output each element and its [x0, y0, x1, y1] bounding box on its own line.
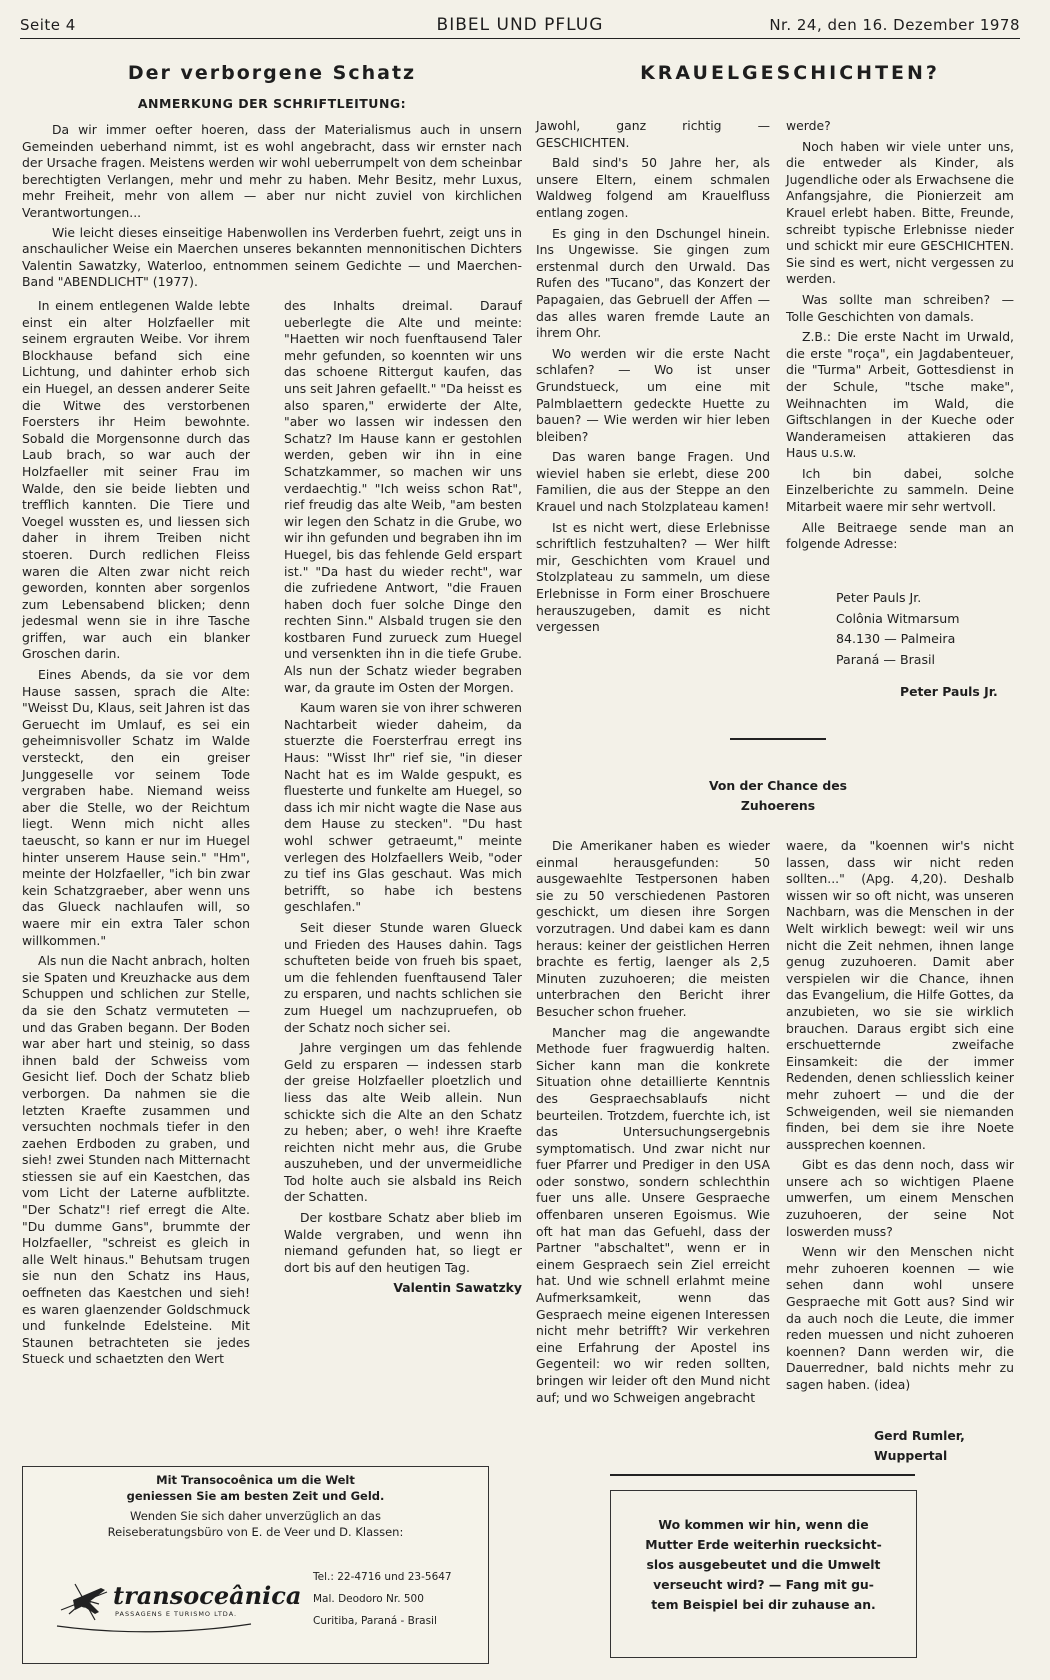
article2-paragraph: Ich bin dabei, solche Einzelberichte zu sammeln. Deine Mitarbeit waere mir sehr wertvoll. — [786, 465, 1014, 515]
article1-author: Valentin Sawatzky — [393, 1280, 522, 1296]
article1-title: Der verborgene Schatz — [127, 62, 417, 84]
article2-paragraph: Es ging in den Dschungel hinein. Ins Ungewisse. Sie gingen zum erstenmal durch den Urwald. Das Rufen des "Tucano", das Konzert der Papagaien, das Gebruell der Affen — das alles waren fremde Laute an ihrem Ohr. — [536, 225, 770, 341]
address-line: Peter Pauls Jr. — [836, 590, 922, 605]
article2-column-1 — [536, 118, 770, 640]
appeal-line: slos ausgebeutet und die Umwelt — [646, 1557, 881, 1572]
article2-paragraph: Ist es nicht wert, diese Erlebnisse schriftlich festzuhalten? — Wer hilft mir, Geschichten vom Krauel und Stolzplateau zu sammeln, um diese Erlebnisse in Form einer Broschuere herauszugeben, damit es nicht vergessen — [536, 519, 770, 635]
ad-city: Curitiba, Paraná - Brasil — [313, 1615, 437, 1627]
appeal-text — [611, 1515, 916, 1615]
ad-street: Mal. Deodoro Nr. 500 — [313, 1593, 424, 1605]
story-paragraph: Seit dieser Stunde waren Glueck und Frieden des Hauses dahin. Tags schufteten beide von frueh bis spaet, um die fehlenden fuenftausend Taler zu ersparen, und nachts schlichen sie zum Huegel um nachzupruefen, ob der Schatz noch sicher sei. — [284, 919, 522, 1035]
article1-column-2 — [284, 298, 522, 1297]
intro-paragraph: Wie leicht dieses einseitige Habenwollen ins Verderben fuehrt, zeigt uns in anschaulicher Weise ein Maerchen unseres bekannten mennonitischen Dichters Valentin Sawatzky, Waterloo, entnommen seinem Gedichte — und Maerchen-Band "ABENDLICHT" (1977). — [22, 224, 522, 290]
article2-paragraph: werde? — [786, 118, 831, 133]
ad-logo-text: transoceânica — [113, 1581, 302, 1610]
article2-paragraph: Das waren bange Fragen. Und wieviel haben sie erlebt, diese 200 Familien, die aus der Steppe an den Krauel und nach Stolzplateau kamen! — [536, 449, 770, 515]
article3-author-city: Wuppertal — [874, 1448, 948, 1463]
story-paragraph: Kaum waren sie von ihrer schweren Nachtarbeit wieder daheim, da stuerzte die Foersterfrau erregt ins Haus: "Wisst Ihr" rief sie, "in dieser Nacht hat es im Walde gespukt, es fluesterte und funkelte am Huegel, so dass ich mir nicht wagte die Nase aus dem Hause zu stecken". "Du hast wohl schwer getraeumt," meinte verlegen des Holzfaellers Weib, "oder zu tief ins Glas geschaut. Was mich betrifft, so habe ich bestens geschlafen." — [284, 700, 522, 915]
story-paragraph: In einem entlegenen Walde lebte einst ein alter Holzfaeller mit seinem ergrauten Weibe. Vor ihrem Blockhause befand sich eine Lichtung, und dahinter erhob sich ein Huegel, an dessen anderer Seite die Witwe des verstorbenen Foersters ihr Heim bewohnte. Sobald die Morgensonne durch das Laub brach, so war auch der Holzfaeller mit seiner Frau im Walde, den sie beide liebten und trefflich kannten. Die Tiere und Voegel wussten es, und liessen sich daher in ihrem Treiben nicht stoeren. Durch redlichen Fleiss waren die Alten zwar nicht reich geworden, konnten aber sorgenlos zum Lebensabend blicken; denn jedesmal wenn sie in ihre Tasche griffen, war auch ein blanker Groschen darin. — [22, 298, 250, 662]
article3-column-2 — [786, 838, 1014, 1398]
address-line: Colônia Witmarsum — [836, 610, 960, 626]
article2-paragraph: Alle Beitraege sende man an folgende Adresse: — [786, 519, 1014, 552]
article1-column-1 — [22, 298, 250, 1372]
article3-title-line: Von der Chance des — [708, 778, 848, 793]
story-paragraph: des Inhalts dreimal. Darauf ueberlegte die Alte und meinte: "Haetten wir noch fuenftausend Taler mehr gefunden, so koennten wir uns das schoene Rittergut kaufen, das uns seit Jahren gefaellt." "Da heisst es also sparen," erwiderte der Alte, "aber wo lassen wir indessen den Schatz? Im Hause kann er gestohlen werden, geben wir ihn in eine Schatzkammer, so machen wir uns verdaechtig." "Ich weiss schon Rat", rief freudig das alte Weib, "am besten wir legen den Schatz in die Grube, wo wir ihn gefunden und begraben ihn im Huegel, bis das fehlende Geld erspart ist." "Da hast du wieder recht", war die zufriedene Antwort, "die Frauen haben doch fuer solche Dinge den rechten Sinn." Alsbald trugen sie den kostbaren Fund zurueck zum Huegel und versenkten ihn in die tiefe Grube. Als nun der Schatz wieder begraben war, da graute im Osten der Morgen. — [284, 298, 522, 695]
travel-advertisement — [22, 1466, 489, 1664]
contact-address — [836, 588, 960, 670]
article3-paragraph: Wenn wir den Menschen nicht mehr zuhoeren koennen — wie sehen dann wohl unsere Gespraeche mit Gott aus? Sind wir da auch noch die Leute, die immer reden muessen und nicht zuhoeren koennen? Dann werden wir, die Dauerredner, bald nichts mehr zu sagen haben. (idea) — [786, 1244, 1014, 1392]
ad-phone: Tel.: 22-4716 und 23-5647 — [313, 1571, 452, 1583]
article2-paragraph: Wo werden wir die erste Nacht schlafen? — Wo ist unser Grundstueck, um eine mit Palmblaettern gedeckte Huette zu bauen? — Wie werden wir hier leben bleiben? — [536, 345, 770, 444]
article3-paragraph: Gibt es das denn noch, dass wir unsere ach so wichtigen Plaene umwerfen, um einem Menschen zuzuhoeren, der seine Not loswerden muss? — [786, 1157, 1014, 1239]
article2-paragraph: Z.B.: Die erste Nacht im Urwald, die erste "roça", ein Jagdabenteuer, die "Turma" Arbeit, Gottesdienst in der Schule, "tsche make", Weihnachten im Wald, die Giftschlangen in der Kueche oder Wanderameisen attakieren das Haus u.s.w. — [786, 329, 1014, 461]
article2-paragraph: Was sollte man schreiben? — Tolle Geschichten von damals. — [786, 291, 1014, 324]
story-paragraph: Der kostbare Schatz aber blieb im Walde vergraben, und wenn ihn niemand gefunden hat, so liegt er dort bis auf den heutigen Tag. — [284, 1210, 522, 1275]
page-header — [20, 14, 1020, 39]
article1-subtitle: ANMERKUNG DER SCHRIFTLEITUNG: — [137, 96, 407, 111]
ad-line: geniessen Sie am besten Zeit und Geld. — [126, 1489, 385, 1503]
article3-title — [640, 776, 916, 816]
appeal-line: Wo kommen wir hin, wenn die — [658, 1517, 869, 1532]
article3-paragraph: waere, da "koennen wir's nicht lassen, dass wir nicht reden sollten..." (Apg. 4,20). Deshalb wissen wir so oft nicht, was unseren Nachbarn, was die Menschen in der Welt wirklich bewegt: weil wir uns nicht die Zeit nehmen, ihnen lange genug zuzuhoeren. Damit aber verspielen wir die Chance, ihnen das Evangelium, die Hilfe Gottes, da anzubieten, wo sie sie wirklich brauchen. Daraus ergibt sich eine erschuetternde zweifache Einsamkeit: die der immer Redenden, denen schliesslich keiner mehr zuhoert — und die der Schweigenden, weil sie niemanden finden, bei dem sie ihre Noete aussprechen koennen. — [786, 838, 1014, 1152]
article3-author-name: Gerd Rumler, — [874, 1428, 965, 1443]
article2-paragraph: Bald sind's 50 Jahre her, als unsere Eltern, einem schmalen Waldweg folgend am Krauelfluss entlang zogen. — [536, 155, 770, 220]
article2-paragraph: Jawohl, ganz richtig — GESCHICHTEN. — [536, 118, 770, 150]
article3-paragraph: Mancher mag die angewandte Methode fuer fragwuerdig halten. Sicher kann man die konkrete Situation ohne detaillierte Kenntnis des Gespraechsablaufs nicht beurteilen. Trotzdem, fuerchte ich, ist das Untersuchungsergebnis symptomatisch. Und zwar nicht nur fuer Pfarrer und Prediger in den USA oder sonstwo, sondern schlechthin fuer uns alle. Unsere Gespraeche offenbaren unseren Egoismus. Wie oft hat man das Gefuehl, dass der Partner "abschaltet", wenn er in einem Gespraech sein Ziel erreicht hat. Und wie schnell erlahmt meine Aufmerksamkeit, wenn das Gespraech meine eigenen Interessen nicht mehr betrifft? Wir verkehren eine Erfahrung der Apostel ins Gegenteil: wo wir reden sollten, bringen wir leider oft den Mund nicht auf; und wo Schweigen angebracht — [536, 1024, 770, 1405]
box-top-rule — [610, 1474, 915, 1476]
ad-line: Reiseberatungsbüro von E. de Veer und D. Klassen: — [107, 1525, 404, 1539]
article2-title: KRAUELGESCHICHTEN? — [640, 62, 940, 84]
article2-paragraph: Noch haben wir viele unter uns, die entweder als Kinder, als Jugendliche oder als Erwachsene die Anfangsjahre, die Pionierzeit am Krauel erlebt haben. Bitte, Freunde, schreibt typische Erlebnisse nieder und schickt mir eure GESCHICHTEN. Sie sind es wert, nicht vergessen zu werden. — [786, 138, 1014, 287]
story-paragraph: Jahre vergingen um das fehlende Geld zu ersparen — indessen starb der greise Holzfaeller ploetzlich und liess das alte Weib allein. Nun schickte sich die Alte an den Schatz zu heben; aber, o weh! ihre Kraefte reichten nicht mehr aus, die Grube auszuheben, und der unvermeidliche Tod holte auch sie alsbald ins Reich der Schatten. — [284, 1040, 522, 1205]
ad-line: Wenden Sie sich daher unverzüglich an das — [130, 1509, 381, 1523]
appeal-line: verseucht wird? — Fang mit gu- — [653, 1577, 874, 1592]
issue-date: Nr. 24, den 16. Dezember 1978 — [769, 16, 1020, 34]
article1-intro — [22, 122, 522, 294]
ad-logo-subtitle: PASSAGENS E TURISMO LTDA. — [115, 1610, 238, 1618]
story-paragraph: Eines Abends, da sie vor dem Hause sassen, sprach die Alte: "Weisst Du, Klaus, seit Jahren ist das Geruecht im Umlauf, es sei ein geheimnisvoller Schatz im Walde versteckt, den ein greiser Junggeselle vor seinem Tode vergraben habe. Niemand weiss aber die Stelle, wo der Reichtum liegt. Wenn mich nicht alles taeuscht, so kann er nur im Huegel hinter unserem Hause sein." "Hm", meinte der Holzfaeller, "ich bin zwar kein Schatzgraeber, aber wenn uns das Glueck nachlaufen will, so waere mir ein extra Taler schon willkommen." — [22, 667, 250, 948]
appeal-line: tem Beispiel bei dir zuhause an. — [651, 1597, 876, 1612]
address-line: Paraná — Brasil — [836, 651, 936, 667]
story-paragraph: Als nun die Nacht anbrach, holten sie Spaten und Kreuzhacke aus dem Schuppen und schlichen zur Stelle, da sie den Schatz vermuteten — und das Graben begann. Der Boden war aber hart und steinig, so dass ihnen bald der Schweiss vom Gesicht lief. Doch der Schatz blieb verborgen. Da nahmen sie die letzten Kraefte zusammen und versuchten nochmals tiefer in den zaehen Erdboden zu graben, und sieh! zwei Stunden nach Mitternacht stiessen sie auf ein Kaestchen, das vom Licht der Laterne aufblitzte. "Der Schatz"! rief erregt die Alte. "Du dumme Gans", brummte der Holzfaeller, "schreist es gleich in alle Welt hinaus." Behutsam trugen sie nun den Schatz ins Haus, oeffneten das Kaestchen und sieh! es waren glaenzender Goldschmuck und funkelnde Edelsteine. Mit Staunen betrachteten sie jedes Stueck und schaetzten den Wert — [22, 953, 250, 1367]
ad-line: Mit Transocoênica um die Welt — [156, 1473, 355, 1487]
article3-paragraph: Die Amerikaner haben es wieder einmal herausgefunden: 50 ausgewaehlte Testpersonen haben sie zu 50 verschiedenen Pastoren geschickt, um diesen ihre Sorgen vorzutragen. Und dabei kam es dann heraus: keiner der geistlichen Herren brachte es fertig, laenger als 2,5 Minuten zuzuhoeren; die meisten unterbrachen den Bericht ihrer Besucher schon frueher. — [536, 838, 770, 1019]
article3-title-line: Zuhoerens — [740, 798, 816, 813]
article2-column-2 — [786, 118, 1014, 557]
environment-appeal-box — [610, 1490, 917, 1658]
address-line: 84.130 — Palmeira — [836, 631, 956, 646]
article2-author: Peter Pauls Jr. — [900, 684, 998, 699]
appeal-line: Mutter Erde weiterhin ruecksicht- — [645, 1537, 882, 1552]
separator-line — [730, 738, 826, 740]
publication-title: BIBEL UND PFLUG — [436, 15, 604, 35]
intro-paragraph: Da wir immer oefter hoeren, dass der Materialismus auch in unsern Gemeinden ueberhand nimmt, ist es wohl angebracht, dass wir ernster nach der Ursache fragen. Meistens werden wir wohl ueberrumpelt von dem scheinbar berechtigten Verlangen, mehr und mehr zu haben. Mehr Besitz, mehr Luxus, mehr Freiheit, mehr von allem — aber nur nicht zuviel von kirchlichen Verantwortungen... — [22, 122, 522, 220]
page-number: Seite 4 — [20, 16, 76, 34]
article3-column-1 — [536, 838, 770, 1410]
